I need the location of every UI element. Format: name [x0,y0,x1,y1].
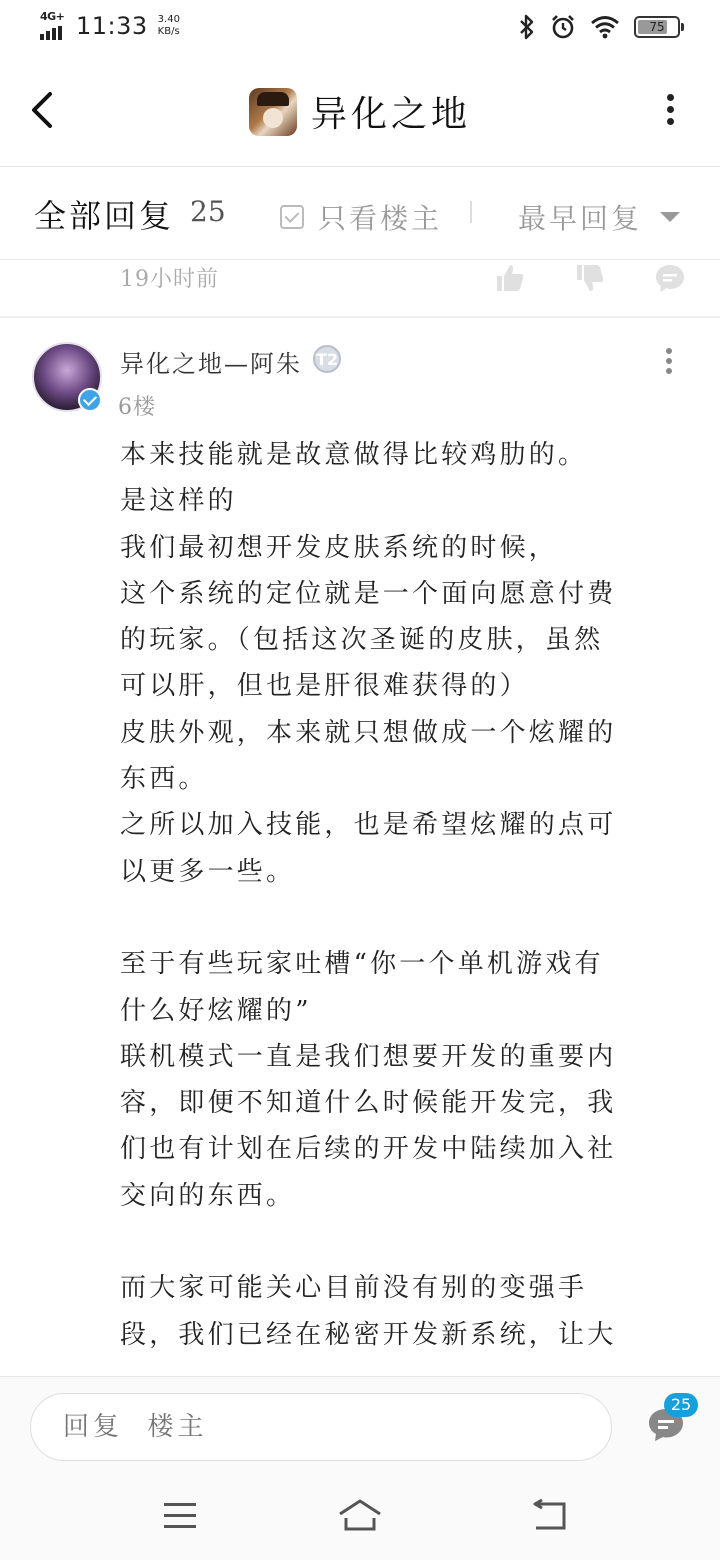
owner-only-checkbox[interactable] [280,205,304,229]
sort-label: 最早回复 [518,202,643,235]
more-options-button[interactable] [664,94,676,130]
sort-dropdown[interactable] [518,197,680,237]
comment-icon[interactable] [654,262,686,294]
page-title: 异化之地 [310,94,471,135]
previous-post-footer [0,260,720,316]
home-icon[interactable] [336,1498,384,1534]
reply-filter-bar [0,167,720,259]
status-right [518,14,680,40]
more-vertical-icon [666,348,672,354]
thumb-down-icon[interactable] [574,262,606,294]
post-line: 东西。 [120,764,208,795]
blank-line [120,1219,680,1265]
post-line: 交向的东西。 [120,1180,296,1211]
post-line: 的玩家。（包括这次圣诞的皮肤，虽然 [120,625,604,656]
post-line: 以更多一些。 [120,856,296,887]
wifi-icon [590,15,620,39]
floor-number: 6楼 [118,395,156,420]
system-nav-bar [0,1472,720,1560]
thumb-up-icon[interactable] [494,262,526,294]
cellular-signal-icon [38,12,72,40]
blank-line [120,895,680,941]
level-badge-text: T2 [315,350,339,369]
network-speed-unit: KB/s [157,26,180,37]
battery-icon [634,16,680,38]
all-replies-tab[interactable]: 全部回复 [34,197,175,235]
level-badge [312,344,346,376]
post-line: 可以肝，但也是肝很难获得的） [120,671,529,702]
reply-input[interactable] [30,1393,612,1461]
post-line: 段，我们已经在秘密开发新系统，让大 [120,1319,617,1350]
status-bar [0,0,720,56]
network-type: 4G+ [40,10,65,23]
bluetooth-icon [518,14,536,40]
more-vertical-icon [667,94,674,101]
post-line: 们也有计划在后续的开发中陆续加入社 [120,1134,617,1165]
post-content [120,432,680,1358]
network-speed-value: 3.40 [157,14,180,25]
post-line: 我们最初想开发皮肤系统的时候， [120,532,559,563]
post-line: 什么好炫耀的” [120,995,312,1026]
post-line: 皮肤外观，本来就只想做成一个炫耀的 [120,717,617,748]
network-speed [158,14,180,38]
post-line: 容，即便不知道什么时候能开发完，我 [120,1088,617,1119]
back-icon[interactable] [524,1498,572,1534]
owner-only-toggle[interactable] [280,197,442,237]
battery-level: 75 [649,20,665,34]
post-timestamp: 19小时前 [120,267,219,292]
post-line: 这个系统的定位就是一个面向愿意付费 [120,578,617,609]
post-line: 之所以加入技能，也是希望炫耀的点可 [120,810,617,841]
post-line: 是这样的 [120,486,237,517]
post-separator [0,316,720,318]
chevron-down-icon [660,212,680,222]
author-name[interactable]: 异化之地—阿朱 [120,350,302,378]
owner-only-label: 只看楼主 [318,202,443,235]
game-icon [249,88,297,136]
comment-count-badge: 25 [664,1393,698,1417]
post-line: 联机模式一直是我们想要开发的重要内 [120,1041,617,1072]
title-bar [0,56,720,166]
post-line: 而大家可能关心目前没有别的变强手 [120,1273,588,1304]
forum-title[interactable] [0,86,720,137]
status-time: 11:33 [76,12,148,40]
post-more-button[interactable] [664,348,674,378]
reply-bar [0,1376,720,1472]
status-left [38,12,180,40]
alarm-icon [550,14,576,40]
menu-icon[interactable] [156,1498,204,1534]
verified-badge-icon [78,388,102,412]
reply-count: 25 [190,195,226,228]
filter-separator [470,201,472,223]
post-line: 至于有些玩家吐槽“你一个单机游戏有 [120,949,604,980]
post-line: 本来技能就是故意做得比较鸡肋的。 [120,440,588,470]
